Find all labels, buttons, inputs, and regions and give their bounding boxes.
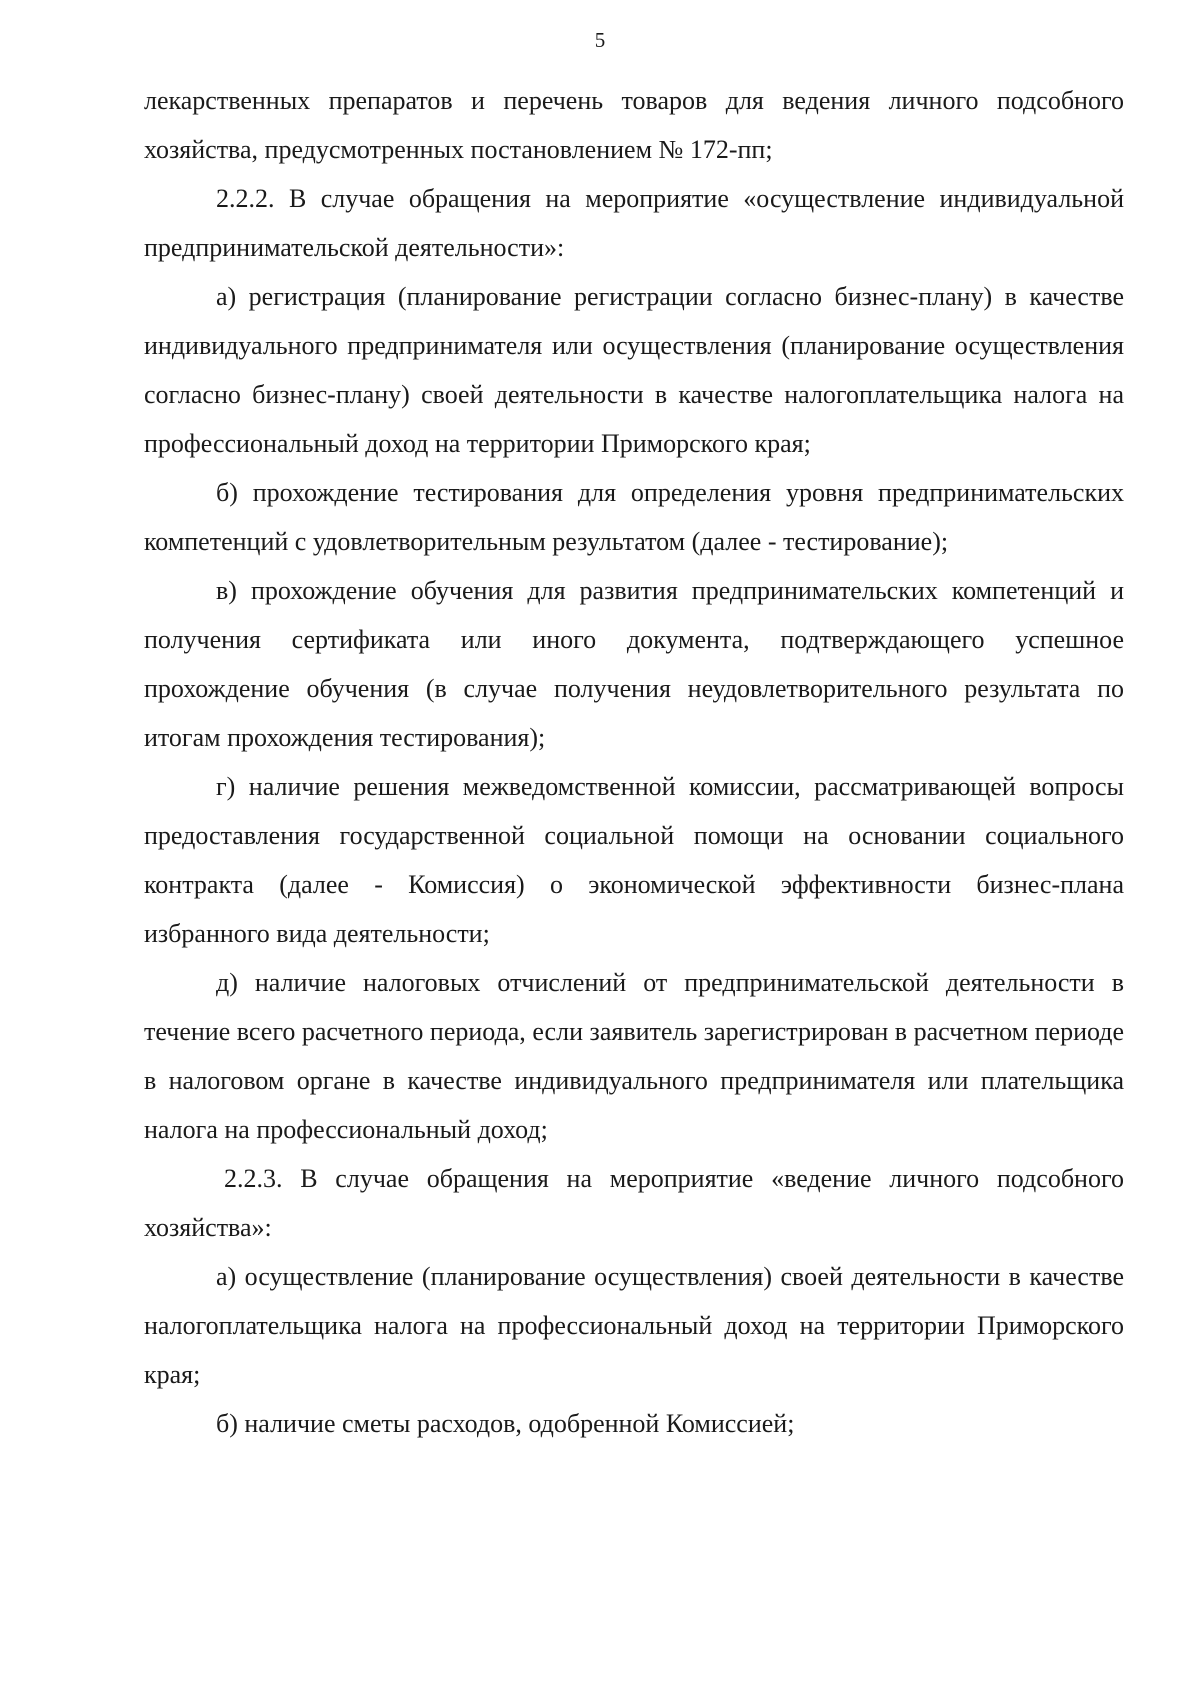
paragraph-2-2-3-b: б) наличие сметы расходов, одобренной Комиссией;: [216, 1409, 795, 1438]
paragraph-2-2-2-g: г) наличие решения межведомственной комиссии, рассматривающей вопросы предоставления государственной социальной помощи на основании социального контракта (далее - Комиссия) о экономической эффективности бизнес-плана избранного вида деятельности;: [144, 772, 1124, 948]
paragraph-2-2-2: 2.2.2. В случае обращения на мероприятие «осуществление индивидуальной предпринимательской деятельности»:: [144, 184, 1124, 262]
paragraph-2-2-3: 2.2.3. В случае обращения на мероприятие «ведение личного подсобного хозяйства»:: [144, 1164, 1124, 1242]
paragraph-2-2-2-d: д) наличие налоговых отчислений от предпринимательской деятельности в течение всего расчетного периода, если заявитель зарегистрирован в расчетном периоде в налоговом органе в качестве индивидуального предпринимателя или плательщика налога на профессиональный доход;: [144, 968, 1124, 1144]
page-number: 5: [594, 28, 606, 52]
paragraph-continuation: лекарственных препаратов и перечень товаров для ведения личного подсобного хозяйства, предусмотренных постановлением № 172-пп;: [144, 86, 1124, 164]
paragraph-2-2-2-a: а) регистрация (планирование регистрации согласно бизнес-плану) в качестве индивидуального предпринимателя или осуществления (планирование осуществления согласно бизнес-плану) своей деятельности в качестве налогоплательщика налога на профессиональный доход на территории Приморского края;: [144, 282, 1124, 458]
document-body: [144, 76, 1124, 1448]
paragraph-2-2-2-v: в) прохождение обучения для развития предпринимательских компетенций и получения сертификата или иного документа, подтверждающего успешное прохождение обучения (в случае получения неудовлетворительного результата по итогам прохождения тестирования);: [144, 576, 1124, 752]
paragraph-2-2-3-a: а) осуществление (планирование осуществления) своей деятельности в качестве налогоплательщика налога на профессиональный доход на территории Приморского края;: [144, 1262, 1124, 1389]
paragraph-2-2-2-b: б) прохождение тестирования для определения уровня предпринимательских компетенций с удовлетворительным результатом (далее - тестирование);: [144, 478, 1124, 556]
